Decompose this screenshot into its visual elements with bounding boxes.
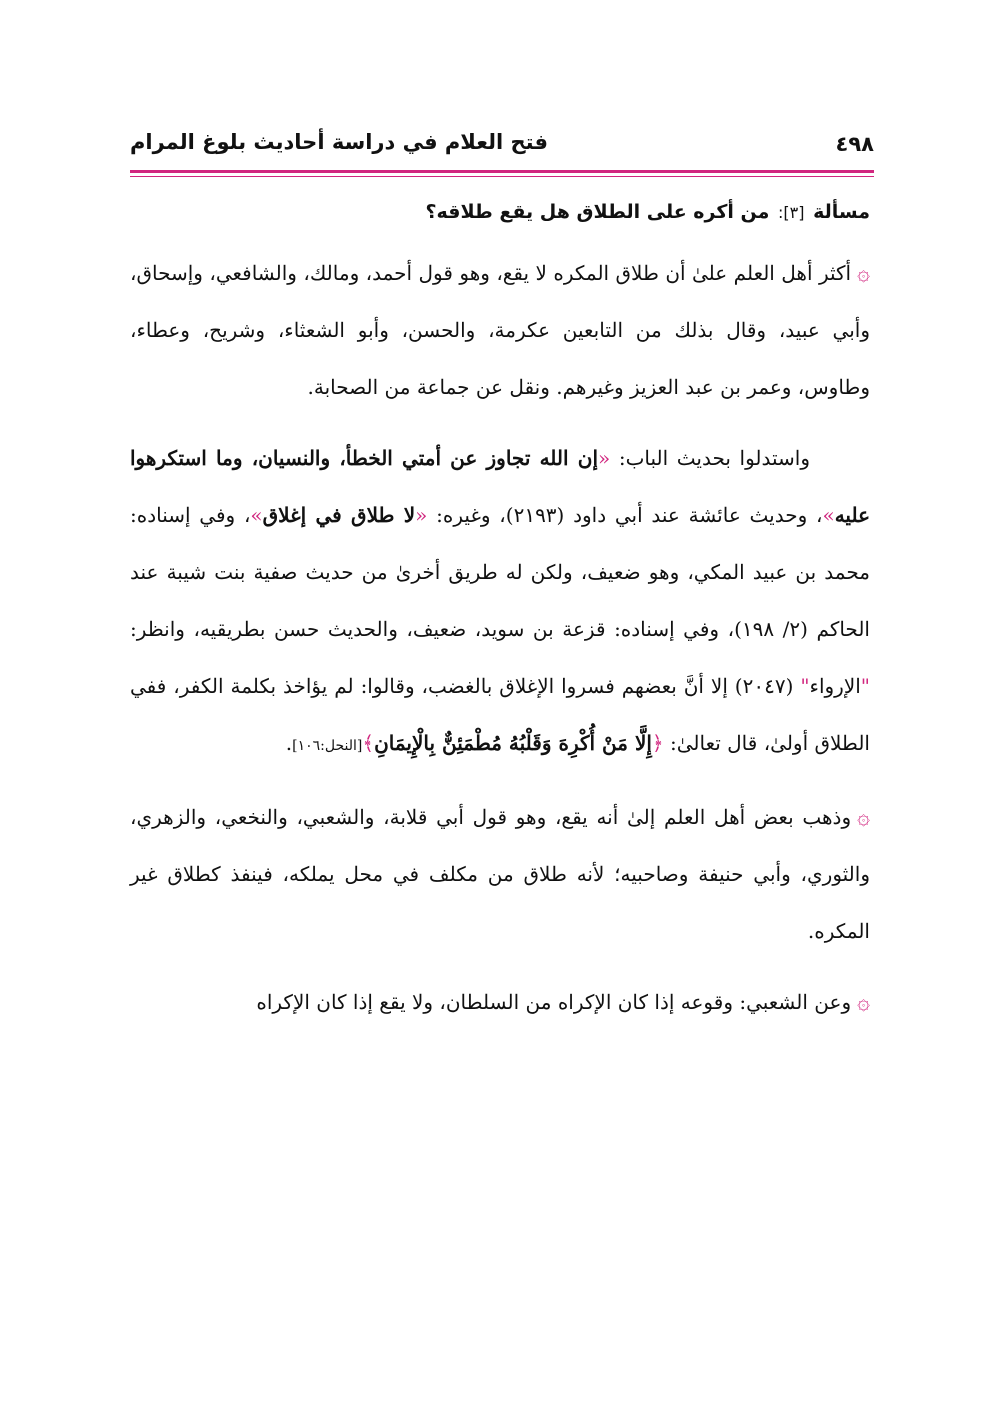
hadith-text: لا طلاق في إغلاق — [262, 503, 416, 527]
quran-reference: [النحل:١٠٦] — [292, 738, 363, 754]
quote-close-mark: " — [800, 674, 810, 698]
evidence-text: ، وفي إسناده: محمد بن عبيد المكي، وهو ضعيف، ولكن له طريق أخرىٰ من حديث صفية بنت شيبة عند الحاكم (٢/ ١٩٨)، وفي إسناده: قزعة بن سويد، ضعيف، والحديث حسن بطريقيه، وانظر: — [130, 503, 870, 641]
page-content — [130, 192, 870, 1045]
page-header — [130, 126, 874, 166]
issue-label: مسألة — [813, 201, 870, 223]
header-rule-thick — [130, 170, 874, 173]
quote-open-mark: « — [415, 503, 428, 527]
paragraph-shabi-view — [130, 974, 870, 1031]
quran-verse: إِلَّا مَنْ أُكْرِهَ وَقَلْبُهُ مُطْمَئِنٌّ بِالْإِيمَانِ — [374, 731, 652, 755]
paragraph-opposing-view — [130, 789, 870, 960]
quote-open-mark: " — [860, 674, 870, 698]
paragraph-text: وعن الشعبي: وقوعه إذا كان الإكراه من السلطان، ولا يقع إذا كان الإكراه — [256, 990, 852, 1014]
evidence-intro: واستدلوا بحديث الباب: — [610, 446, 811, 470]
book-reference: الإرواء — [809, 674, 861, 698]
paragraph-evidence — [130, 430, 870, 775]
hadith-text: إن الله تجاوز عن أمتي الخطأ، والنسيان، وما استكرهوا عليه — [130, 446, 870, 527]
evidence-text: ، وحديث عائشة عند أبي داود (٢١٩٣)، وغيره: — [427, 503, 823, 527]
flower-ornament-icon: ۞ — [857, 990, 870, 1015]
paragraph-majority-view — [130, 245, 870, 416]
issue-question: من أكره على الطلاق هل يقع طلاقه؟ — [425, 201, 770, 223]
issue-number: [٣]: — [778, 203, 805, 222]
quote-open-mark: « — [598, 446, 611, 470]
quote-close-mark: » — [822, 503, 835, 527]
paragraph-text: وذهب بعض أهل العلم إلىٰ أنه يقع، وهو قول أبي قلابة، والشعبي، والنخعي، والزهري، والثوري، وأبي حنيفة وصاحبيه؛ لأنه طلاق من مكلف في محل يملكه، فينفذ كطلاق غير المكره. — [130, 805, 870, 943]
sentence-end: . — [285, 731, 293, 755]
header-rule-thin — [130, 176, 874, 177]
issue-heading — [130, 192, 870, 233]
quran-bracket-open: ﴿ — [651, 731, 664, 755]
flower-ornament-icon: ۞ — [857, 261, 870, 286]
quote-close-mark: » — [250, 503, 263, 527]
paragraph-text: أكثر أهل العلم علىٰ أن طلاق المكره لا يقع، وهو قول أحمد، ومالك، والشافعي، وإسحاق، وأبي عبيد، وقال بذلك من التابعين عكرمة، والحسن، وأبو الشعثاء، وشريح، وعطاء، وطاوس، وعمر بن عبد العزيز وغيرهم. ونقل عن جماعة من الصحابة. — [130, 261, 871, 399]
quran-bracket-close: ﴾ — [362, 731, 375, 755]
flower-ornament-icon: ۞ — [857, 805, 870, 830]
page-number: ٤٩٨ — [835, 132, 874, 156]
book-title: فتح العلام في دراسة أحاديث بلوغ المرام — [130, 130, 548, 154]
evidence-text: (٢٠٤٧) إلا أنَّ بعضهم فسروا الإغلاق بالغضب، وقالوا: لم يؤاخذ بكلمة الكفر، ففي الطلاق أولىٰ، قال تعالىٰ: — [130, 674, 870, 755]
